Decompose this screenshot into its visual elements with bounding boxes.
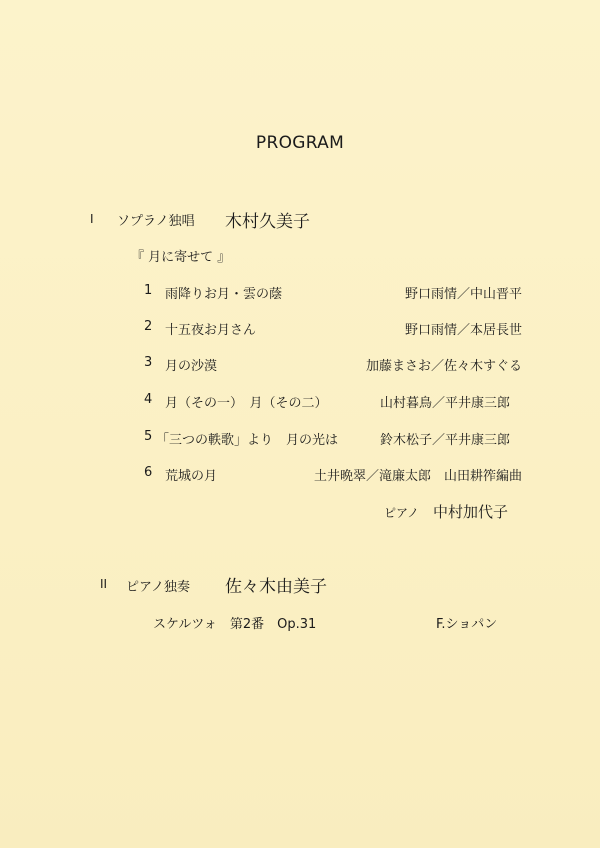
section-2-performer: 佐々木由美子 bbox=[225, 577, 327, 597]
item-5-number: 5 bbox=[144, 429, 153, 444]
item-3-credit: 加藤まさお／佐々木すぐる bbox=[365, 359, 522, 374]
item-6-title: 荒城の月 bbox=[165, 469, 218, 484]
suite-title: 『 月に寄せて 』 bbox=[131, 250, 231, 265]
item-2-credit: 野口雨情／本居長世 bbox=[404, 323, 522, 338]
section-2-number: II bbox=[100, 577, 108, 591]
accompanist-label: ピアノ bbox=[384, 506, 420, 520]
item-5-title: 「三つの軼歌」より 月の光は bbox=[156, 433, 339, 448]
item-6-number: 6 bbox=[144, 465, 153, 480]
item-4-number: 4 bbox=[144, 392, 153, 407]
item-6-credit: 土井晩翠／滝廉太郎 山田耕筰編曲 bbox=[313, 469, 522, 484]
item-1-number: 1 bbox=[144, 283, 153, 298]
section-1-number: I bbox=[90, 212, 94, 226]
item-1-credit: 野口雨情／中山晋平 bbox=[404, 287, 522, 302]
composer-name: F.ショパン bbox=[436, 617, 498, 632]
item-1-title: 雨降りお月・雲の蔭 bbox=[165, 287, 283, 302]
section-2-label: ピアノ独奏 bbox=[126, 580, 190, 595]
item-2-title: 十五夜お月さん bbox=[165, 323, 257, 338]
item-5-credit: 鈴木松子／平井康三郎 bbox=[379, 433, 510, 448]
item-3-number: 3 bbox=[144, 355, 153, 370]
item-3-title: 月の沙漠 bbox=[165, 359, 218, 374]
item-2-number: 2 bbox=[144, 319, 153, 334]
item-4-title: 月（その一） 月（その二） bbox=[165, 396, 328, 411]
accompanist-name: 中村加代子 bbox=[433, 503, 509, 521]
section-1-label: ソプラノ独唱 bbox=[117, 214, 195, 229]
item-4-credit: 山村暮鳥／平井康三郎 bbox=[379, 396, 510, 411]
piece-title: スケルツォ 第2番 Op.31 bbox=[153, 617, 317, 632]
page-title: PROGRAM bbox=[255, 133, 345, 153]
section-1-performer: 木村久美子 bbox=[225, 212, 310, 232]
